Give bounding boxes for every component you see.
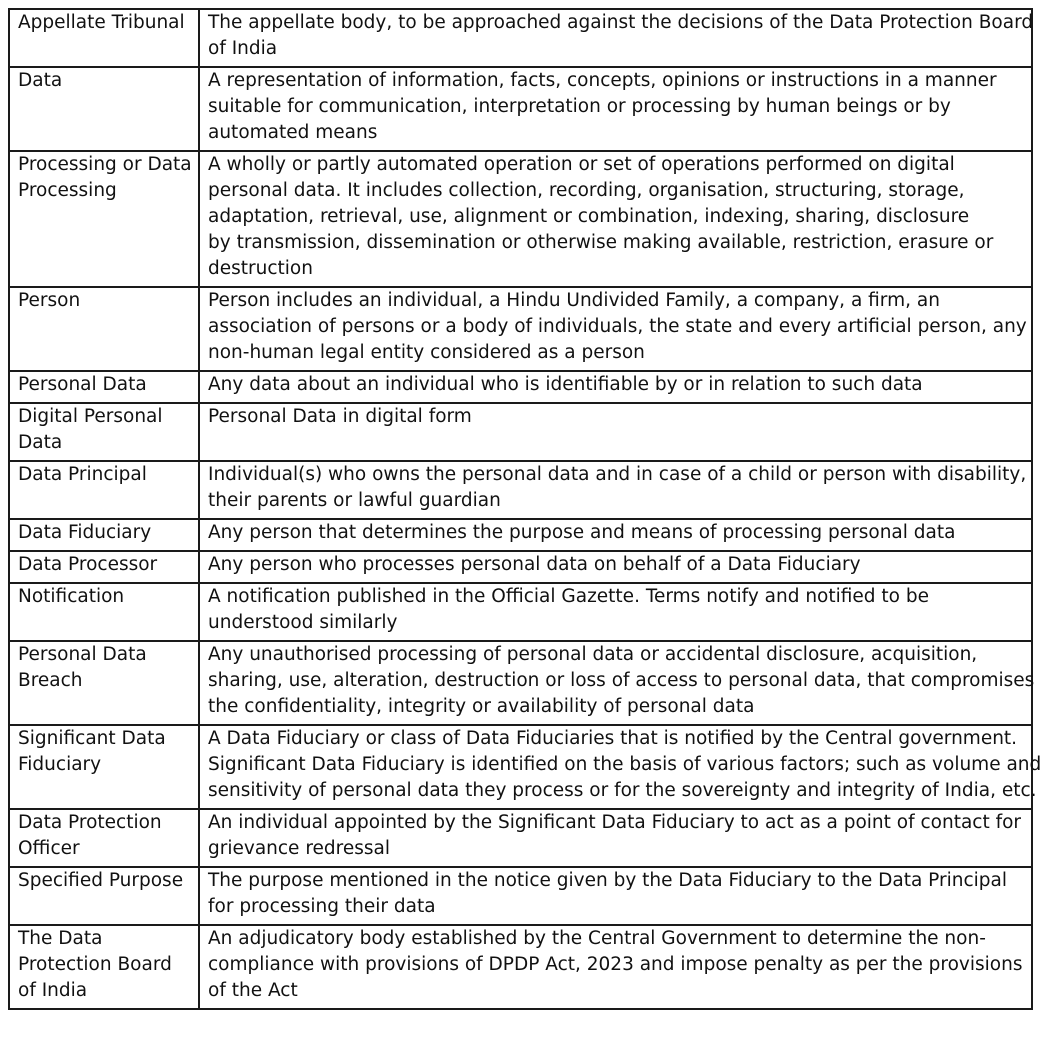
definition-cell xyxy=(199,551,1032,583)
table-row xyxy=(9,925,1032,1009)
term-cell xyxy=(9,461,199,519)
table-row xyxy=(9,287,1032,371)
definition-text-line: of the Act xyxy=(208,980,298,1001)
table-row xyxy=(9,461,1032,519)
definition-cell xyxy=(199,809,1032,867)
term-cell xyxy=(9,519,199,551)
definition-text-line: An adjudicatory body established by the Central Government to determine the non- xyxy=(208,928,986,949)
definition-cell xyxy=(199,461,1032,519)
definition-text-line: of India xyxy=(208,38,278,59)
term-cell xyxy=(9,867,199,925)
definition-cell xyxy=(199,67,1032,151)
term-cell xyxy=(9,551,199,583)
term-cell xyxy=(9,9,199,67)
definition-text-line: Any person who processes personal data on behalf of a Data Fiduciary xyxy=(208,554,861,575)
definition-text-line: sensitivity of personal data they process or for the sovereignty and integrity of India, etc. xyxy=(208,780,1037,801)
term-text-line: Notification xyxy=(18,586,125,607)
term-text-line: Data Processor xyxy=(18,554,158,575)
definition-text-line: Any person that determines the purpose and means of processing personal data xyxy=(208,522,956,543)
term-text-line: Data Principal xyxy=(18,464,147,485)
definition-cell xyxy=(199,9,1032,67)
definition-cell xyxy=(199,151,1032,287)
definition-text-line: Person includes an individual, a Hindu Undivided Family, a company, a firm, an xyxy=(208,290,940,311)
term-text-line: Processing xyxy=(18,180,117,201)
term-cell xyxy=(9,67,199,151)
definition-text-line: for processing their data xyxy=(208,896,436,917)
definition-text-line: Any data about an individual who is identifiable by or in relation to such data xyxy=(208,374,923,395)
term-text-line: Breach xyxy=(18,670,83,691)
table-row xyxy=(9,403,1032,461)
definition-text-line: destruction xyxy=(208,258,313,279)
definition-text-line: adaptation, retrieval, use, alignment or combination, indexing, sharing, disclosure xyxy=(208,206,970,227)
term-text-line: Appellate Tribunal xyxy=(18,12,185,33)
definition-text-line: sharing, use, alteration, destruction or loss of access to personal data, that compromises xyxy=(208,670,1035,691)
term-cell xyxy=(9,371,199,403)
table-row xyxy=(9,151,1032,287)
table-row xyxy=(9,641,1032,725)
definition-text-line: automated means xyxy=(208,122,378,143)
table-row xyxy=(9,371,1032,403)
definitions-table-body xyxy=(9,9,1041,1009)
term-cell xyxy=(9,151,199,287)
term-text-line: Digital Personal xyxy=(18,406,163,427)
definition-cell xyxy=(199,403,1032,461)
definition-text-line: grievance redressal xyxy=(208,838,390,859)
term-text-line: Officer xyxy=(18,838,80,859)
term-cell xyxy=(9,925,199,1009)
term-cell xyxy=(9,641,199,725)
term-text-line: Protection Board xyxy=(18,954,172,975)
definition-text-line: A wholly or partly automated operation or set of operations performed on digital xyxy=(208,154,955,175)
definition-cell xyxy=(199,287,1032,371)
definition-text-line: suitable for communication, interpretation or processing by human beings or by xyxy=(208,96,951,117)
definition-text-line: Personal Data in digital form xyxy=(208,406,472,427)
definition-text-line: the confidentiality, integrity or availability of personal data xyxy=(208,696,755,717)
term-text-line: Data xyxy=(18,432,63,453)
definition-cell xyxy=(199,371,1032,403)
term-cell xyxy=(9,809,199,867)
term-cell xyxy=(9,287,199,371)
term-text-line: Data xyxy=(18,70,63,91)
definition-text-line: Any unauthorised processing of personal data or accidental disclosure, acquisition, xyxy=(208,644,978,665)
term-text-line: Fiduciary xyxy=(18,754,102,775)
table-row xyxy=(9,867,1032,925)
definition-text-line: by transmission, dissemination or otherwise making available, restriction, erasure or xyxy=(208,232,994,253)
definition-cell xyxy=(199,519,1032,551)
table-row xyxy=(9,9,1032,67)
term-text-line: Data Fiduciary xyxy=(18,522,152,543)
definition-cell xyxy=(199,925,1032,1009)
table-row xyxy=(9,519,1032,551)
table-row xyxy=(9,67,1032,151)
term-text-line: Person xyxy=(18,290,81,311)
term-text-line: Processing or Data xyxy=(18,154,192,175)
definition-cell xyxy=(199,867,1032,925)
table-row xyxy=(9,725,1032,809)
definition-text-line: personal data. It includes collection, recording, organisation, structuring, storage, xyxy=(208,180,965,201)
definition-text-line: The purpose mentioned in the notice given by the Data Fiduciary to the Data Principal xyxy=(208,870,1008,891)
definitions-table xyxy=(8,8,1041,1010)
definition-text-line: Individual(s) who owns the personal data and in case of a child or person with disability, xyxy=(208,464,1027,485)
definition-text-line: compliance with provisions of DPDP Act, 2023 and impose penalty as per the provisions xyxy=(208,954,1023,975)
definition-cell xyxy=(199,725,1041,809)
term-cell xyxy=(9,725,199,809)
definition-cell xyxy=(199,641,1035,725)
definition-text-line: A notification published in the Official Gazette. Terms notify and notified to be xyxy=(208,586,930,607)
definition-text-line: understood similarly xyxy=(208,612,398,633)
definition-text-line: A representation of information, facts, concepts, opinions or instructions in a manner xyxy=(208,70,997,91)
definition-cell xyxy=(199,583,1032,641)
definition-text-line: The appellate body, to be approached against the decisions of the Data Protection Board xyxy=(208,12,1034,33)
term-text-line: Data Protection xyxy=(18,812,162,833)
definition-text-line: A Data Fiduciary or class of Data Fiduciaries that is notified by the Central government. xyxy=(208,728,1018,749)
table-row xyxy=(9,809,1032,867)
definition-text-line: association of persons or a body of individuals, the state and every artificial person, any xyxy=(208,316,1027,337)
term-text-line: Personal Data xyxy=(18,644,147,665)
term-cell xyxy=(9,583,199,641)
definition-text-line: their parents or lawful guardian xyxy=(208,490,501,511)
term-text-line: Personal Data xyxy=(18,374,147,395)
definition-text-line: non-human legal entity considered as a person xyxy=(208,342,645,363)
table-row xyxy=(9,583,1032,641)
table-row xyxy=(9,551,1032,583)
term-text-line: The Data xyxy=(18,928,103,949)
term-text-line: Specified Purpose xyxy=(18,870,184,891)
definition-text-line: An individual appointed by the Significant Data Fiduciary to act as a point of contact for xyxy=(208,812,1022,833)
term-text-line: Significant Data xyxy=(18,728,166,749)
term-cell xyxy=(9,403,199,461)
definition-text-line: Significant Data Fiduciary is identified on the basis of various factors; such as volume and xyxy=(208,754,1041,775)
term-text-line: of India xyxy=(18,980,88,1001)
